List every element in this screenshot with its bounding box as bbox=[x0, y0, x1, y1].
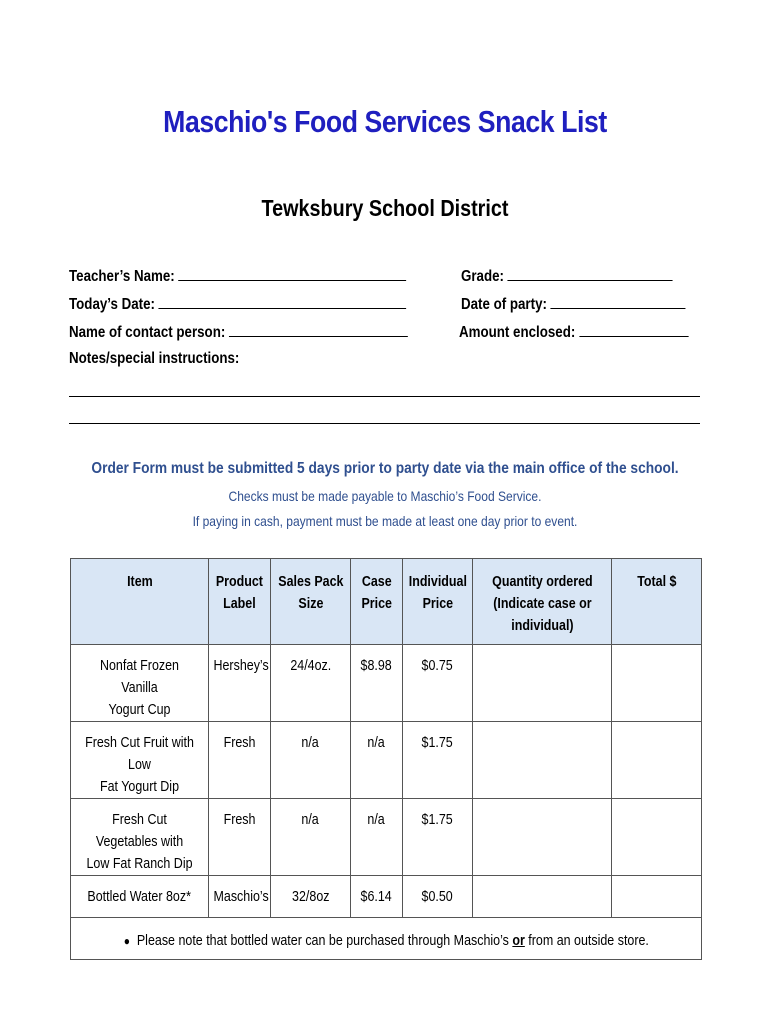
quantity-input-cell[interactable] bbox=[473, 799, 612, 876]
order-deadline-notice: Order Form must be submitted 5 days prior to party date via the main office of the school. bbox=[91, 460, 679, 477]
individual-price-cell: $0.75 bbox=[403, 645, 473, 722]
amount-enclosed-line[interactable] bbox=[579, 322, 688, 337]
bullet-icon: ● bbox=[123, 934, 130, 948]
item-cell: Bottled Water 8oz* bbox=[71, 876, 209, 918]
grade-label: Grade: bbox=[461, 268, 504, 285]
footnote-text-after: from an outside store. bbox=[524, 933, 649, 949]
label-cell: Fresh bbox=[209, 799, 271, 876]
footnote-text-before: Please note that bottled water can be purchased through Maschio’s bbox=[136, 933, 513, 949]
total-input-cell[interactable] bbox=[612, 722, 702, 799]
date-of-party-line[interactable] bbox=[551, 294, 686, 309]
teacher-name-label: Teacher’s Name: bbox=[69, 268, 175, 285]
grade-field[interactable] bbox=[461, 266, 673, 286]
district-subtitle: Tewksbury School District bbox=[261, 195, 509, 221]
table-row bbox=[71, 799, 702, 876]
individual-price-cell: $0.50 bbox=[403, 876, 473, 918]
item-cell: Nonfat Frozen Vanilla Yogurt Cup bbox=[71, 645, 209, 722]
checks-payable-notice: Checks must be made payable to Maschio’s Food Service. bbox=[228, 488, 542, 504]
item-cell: Fresh Cut Fruit with Low Fat Yogurt Dip bbox=[71, 722, 209, 799]
header-sales-pack-size: Sales Pack Size bbox=[271, 559, 351, 645]
individual-price-cell: $1.75 bbox=[403, 722, 473, 799]
notes-field[interactable] bbox=[69, 350, 239, 368]
pack-cell: 32/8oz bbox=[271, 876, 351, 918]
todays-date-line[interactable] bbox=[159, 294, 407, 309]
page-title: Maschio's Food Services Snack List bbox=[163, 104, 607, 139]
amount-enclosed-label: Amount enclosed: bbox=[459, 324, 576, 341]
case-price-cell: n/a bbox=[351, 799, 403, 876]
amount-enclosed-field[interactable] bbox=[459, 322, 688, 342]
quantity-input-cell[interactable] bbox=[473, 645, 612, 722]
item-cell: Fresh Cut Vegetables with Low Fat Ranch Dip bbox=[71, 799, 209, 876]
date-of-party-field[interactable] bbox=[461, 294, 686, 314]
teacher-name-field[interactable] bbox=[69, 266, 406, 286]
footnote-emphasis: or bbox=[512, 933, 525, 949]
header-individual-price: Individual Price bbox=[403, 559, 473, 645]
label-cell: Maschio’s bbox=[209, 876, 271, 918]
pack-cell: n/a bbox=[271, 799, 351, 876]
total-input-cell[interactable] bbox=[612, 645, 702, 722]
contact-person-line[interactable] bbox=[229, 322, 408, 337]
quantity-input-cell[interactable] bbox=[473, 876, 612, 918]
contact-person-label: Name of contact person: bbox=[69, 324, 226, 341]
case-price-cell: $8.98 bbox=[351, 645, 403, 722]
cash-payment-notice: If paying in cash, payment must be made at least one day prior to event. bbox=[192, 513, 578, 529]
snack-table bbox=[70, 558, 702, 960]
pack-cell: 24/4oz. bbox=[271, 645, 351, 722]
water-footnote bbox=[71, 918, 702, 960]
label-cell: Fresh bbox=[209, 722, 271, 799]
teacher-name-line[interactable] bbox=[178, 266, 406, 281]
footnote-row bbox=[71, 918, 702, 960]
table-row bbox=[71, 722, 702, 799]
table-row bbox=[71, 876, 702, 918]
notes-label: Notes/special instructions: bbox=[69, 350, 240, 367]
total-input-cell[interactable] bbox=[612, 876, 702, 918]
header-total: Total $ bbox=[612, 559, 702, 645]
contact-person-field[interactable] bbox=[69, 322, 408, 342]
case-price-cell: n/a bbox=[351, 722, 403, 799]
table-row bbox=[71, 645, 702, 722]
notes-line-1[interactable] bbox=[69, 396, 700, 397]
header-item: Item bbox=[71, 559, 209, 645]
pack-cell: n/a bbox=[271, 722, 351, 799]
todays-date-label: Today’s Date: bbox=[69, 296, 155, 313]
notes-line-2[interactable] bbox=[69, 423, 700, 424]
total-input-cell[interactable] bbox=[612, 799, 702, 876]
case-price-cell: $6.14 bbox=[351, 876, 403, 918]
header-case-price: Case Price bbox=[351, 559, 403, 645]
table-header-row bbox=[71, 559, 702, 645]
header-quantity-ordered: Quantity ordered (Indicate case or individual) bbox=[473, 559, 612, 645]
grade-line[interactable] bbox=[508, 266, 673, 281]
date-of-party-label: Date of party: bbox=[461, 296, 547, 313]
quantity-input-cell[interactable] bbox=[473, 722, 612, 799]
header-product-label: Product Label bbox=[209, 559, 271, 645]
label-cell: Hershey’s bbox=[209, 645, 271, 722]
individual-price-cell: $1.75 bbox=[403, 799, 473, 876]
todays-date-field[interactable] bbox=[69, 294, 406, 314]
